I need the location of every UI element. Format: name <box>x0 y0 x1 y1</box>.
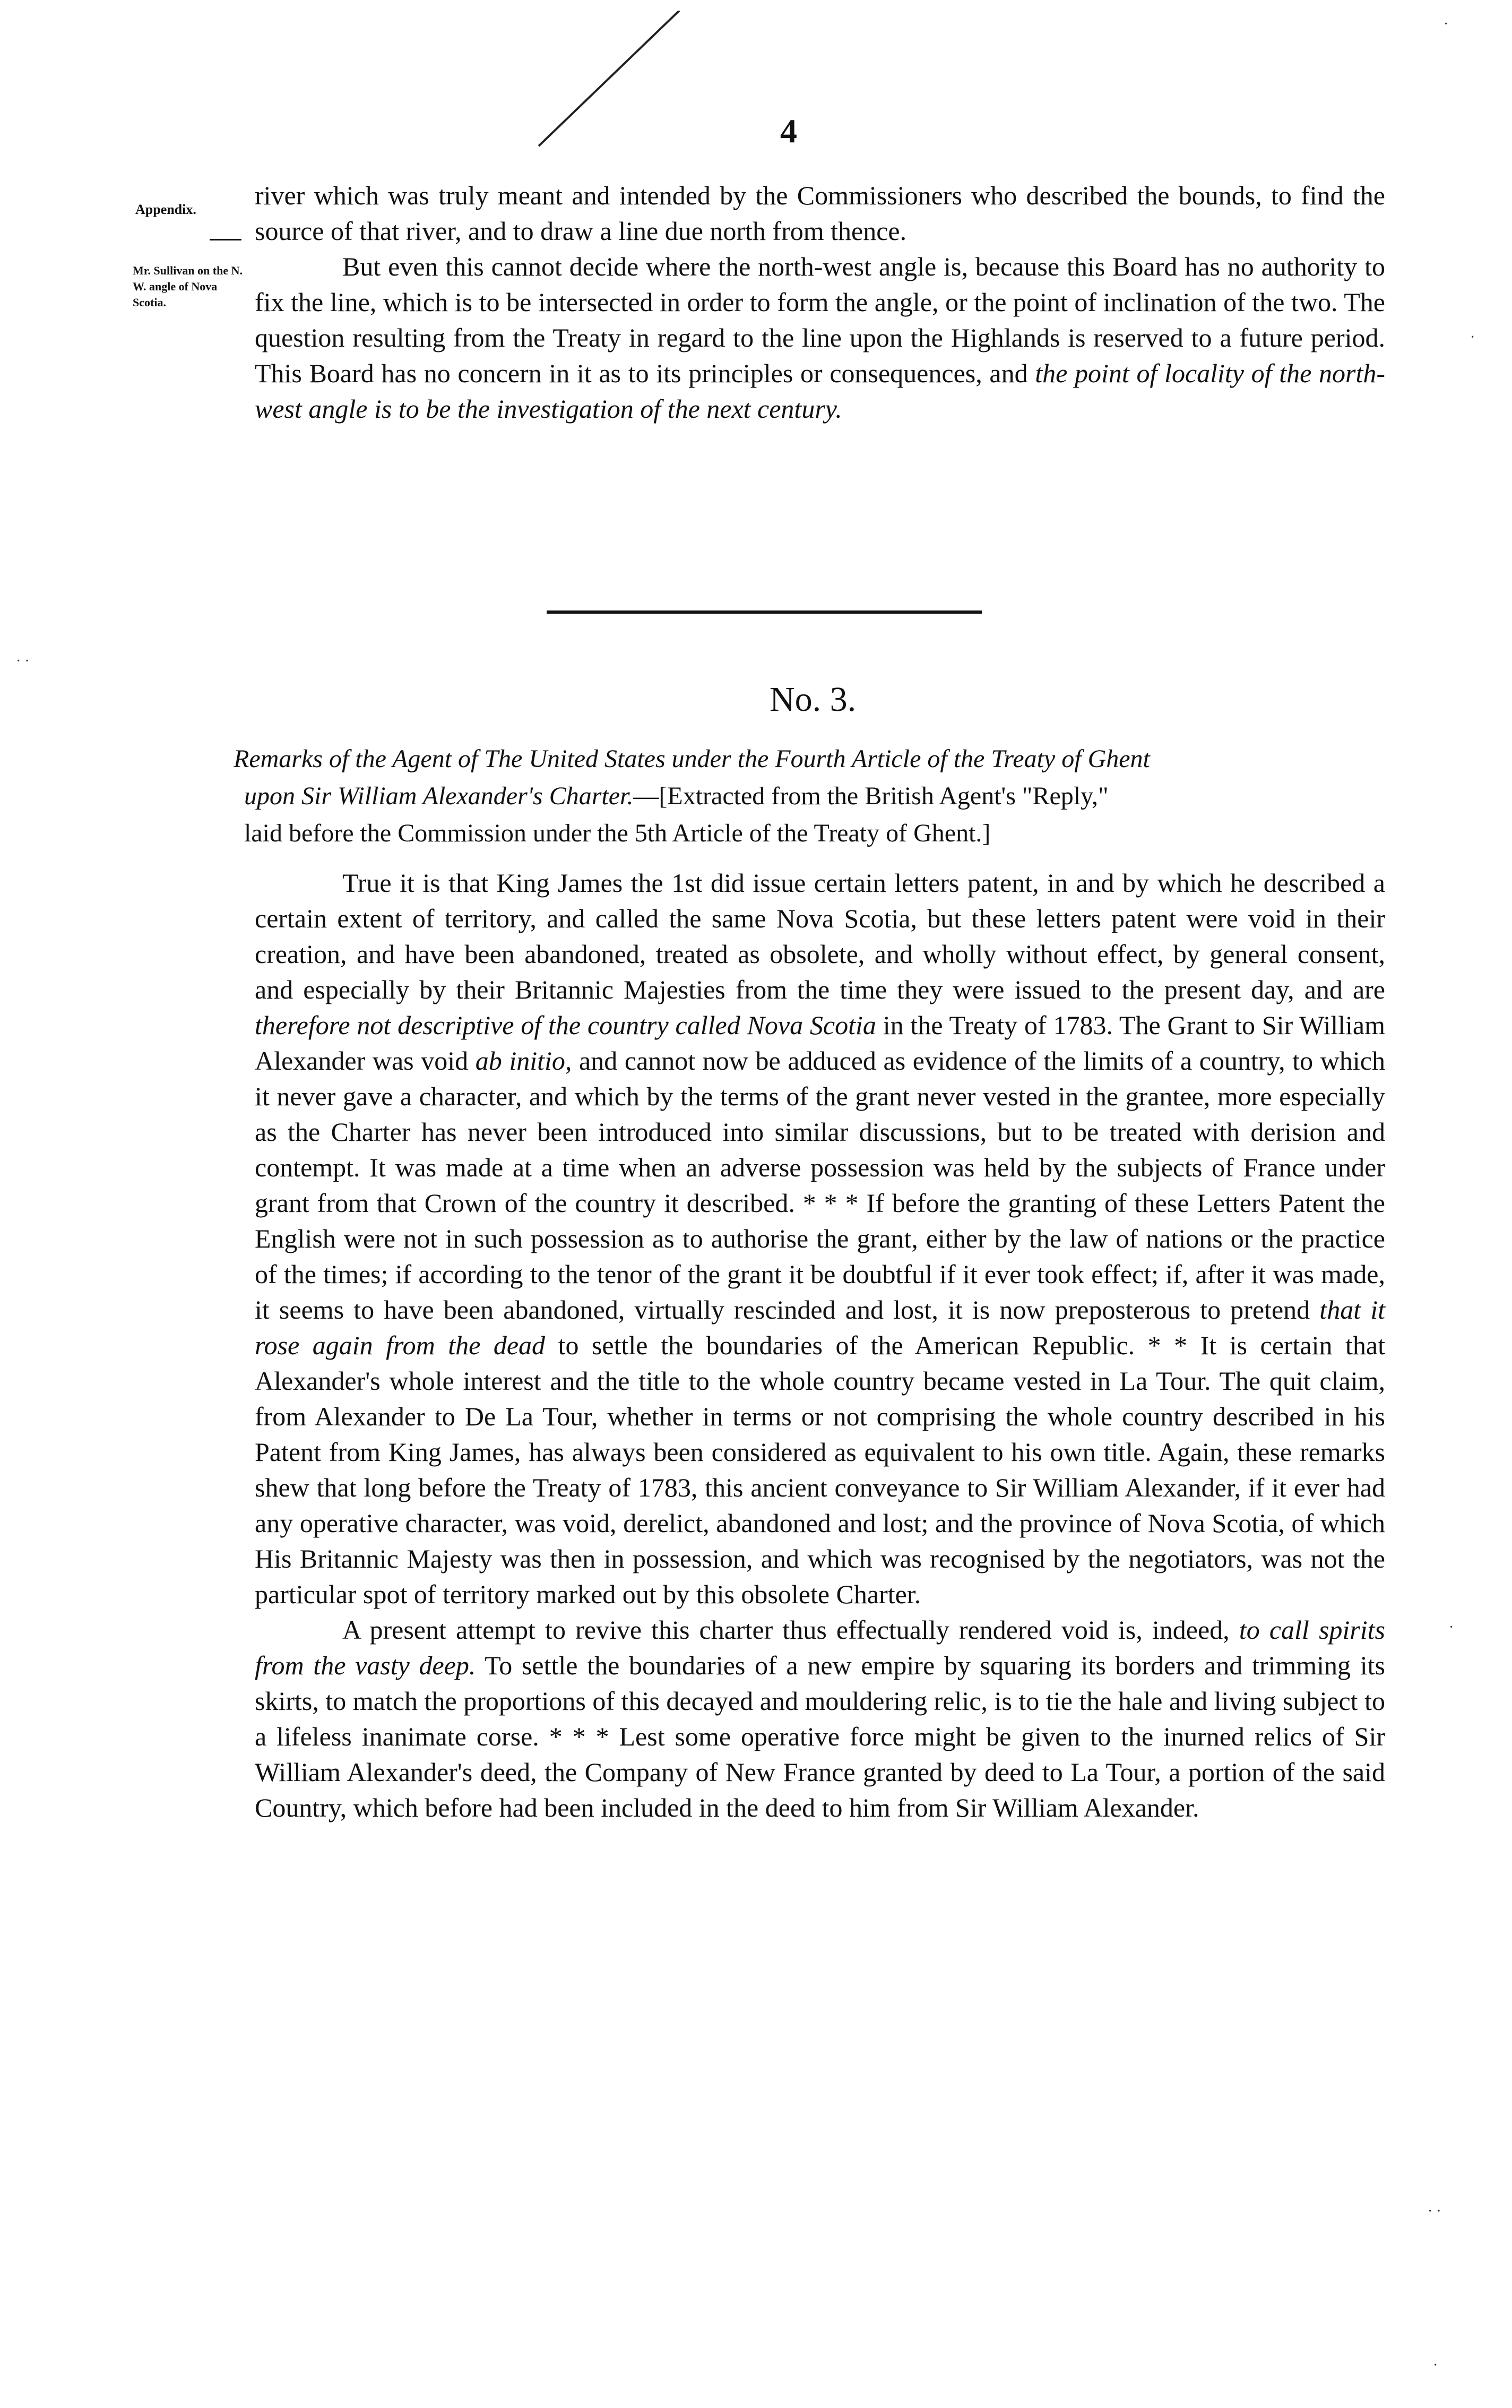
body-paragraph-1-text-a: True it is that King James the 1st did issue certain letters patent, in and by which he described a certain extent of territory, and called the same Nova Scotia, but these letters patent were void in their creation, and have been abandoned, treated as obsolete, and wholly without effect, by general consent, and especially by their Britannic Majesties from the time they were issued to the present day, and are <box>255 868 1385 1004</box>
body-text <box>255 865 1385 1826</box>
top-text <box>255 178 1385 427</box>
margin-appendix-label: Appendix. <box>135 202 196 217</box>
body-paragraph-1-text-c: and cannot now be adduced as evidence of the limits of a country, to which it never gave a character, and which by the terms of the grant never vested in the grantee, more especially as the Charter has never been introduced into similar discussions, but to be treated with derision and contempt. It was made at a time when an adverse possession was held by the subjects of France under grant from that Crown of the country it described. * * * If before the granting of these Letters Patent the English were not in such possession as to authorise the grant, either by the law of nations or the practice of the times; if according to the tenor of the grant it be doubtful if it ever took effect; if, after it was made, it seems to have been abandoned, virtually rescinded and lost, it is now preposterous to pretend <box>255 1046 1385 1325</box>
section-divider <box>547 610 982 614</box>
remarks-title-line-2-roman: —[Extracted from the British Agent's "Reply," <box>633 782 1109 810</box>
top-paragraph-2 <box>255 249 1385 427</box>
scan-speck: · <box>1449 1619 1454 1636</box>
margin-rule <box>210 239 241 240</box>
body-paragraph-2-text-b: To settle the boundaries of a new empire by squaring its borders and trimming its skirts, to match the proportions of this decayed and mouldering relic, is to tie the hale and living subject to a lifeless inanimate corse. * * * Lest some operative force might be given to the inurned relics of Sir William Alexander's deed, the Company of New France granted by deed to La Tour, a portion of the said Country, which before had been included in the deed to him from Sir William Alexander. <box>255 1650 1385 1822</box>
body-paragraph-1 <box>255 865 1385 1612</box>
body-paragraph-1-italic-3: that it rose again from the dead <box>255 1295 1385 1360</box>
body-paragraph-2-italic: to call spirits from the vasty deep. <box>255 1615 1385 1680</box>
remarks-title-line-2-italic: upon Sir William Alexander's Charter. <box>244 782 634 810</box>
scan-speck: · <box>1470 329 1475 346</box>
body-paragraph-2-text-a: A present attempt to revive this charter thus effectually rendered void is, indeed, <box>342 1615 1239 1645</box>
top-paragraph-2-italic: the point of locality of the north-west angle is to be the investigation of the next century. <box>255 358 1386 424</box>
remarks-title-line-3: laid before the Commission under the 5th Article of the Treaty of Ghent.] <box>244 819 991 847</box>
body-paragraph-1-text-d: to settle the boundaries of the American Republic. * * It is certain that Alexander's whole interest and the title to the whole country became vested in La Tour. The quit claim, from Alexander to De La Tour, whether in terms or not comprising the whole country described in his Patent from King James, has always been considered as equivalent to his own title. Again, these remarks shew that long before the Treaty of 1783, this ancient conveyance to Sir William Alexander, if it ever had any operative character, was void, derelict, abandoned and lost; and the province of Nova Scotia, of which His Britannic Majesty was then in possession, and which was recognised by the negotiators, was not the particular spot of territory marked out by this obsolete Charter. <box>255 1330 1385 1609</box>
body-paragraph-2 <box>255 1612 1385 1826</box>
remarks-title <box>234 741 1390 852</box>
remarks-title-line-2 <box>234 778 1390 815</box>
top-paragraph-1: river which was truly meant and intended by the Commissioners who described the bounds, to find the source of that river, and to draw a line due north from thence. <box>255 180 1385 246</box>
section-heading: No. 3. <box>770 680 857 719</box>
top-paragraph-2-text: But even this cannot decide where the north-west angle is, because this Board has no authority to fix the line, which is to be intersected in order to form the angle, or the point of inclination of the two. The question resulting from the Treaty in regard to the line upon the Highlands is reserved to a future period. This Board has no concern in it as to its principles or consequences, and <box>255 252 1385 388</box>
scan-stroke-mark <box>531 11 690 149</box>
scan-speck: · <box>1444 16 1449 32</box>
page-number: 4 <box>780 112 797 150</box>
body-paragraph-1-italic-1: therefore not descriptive of the country called Nova Scotia <box>255 1010 876 1040</box>
body-paragraph-1-italic-2: ab initio, <box>475 1046 572 1076</box>
scan-speck: · <box>1433 2357 1438 2373</box>
scan-speck: · · <box>1428 2203 1441 2220</box>
margin-note: Mr. Sullivan on the N. W. angle of Nova Scotia. <box>133 264 243 309</box>
body-paragraph-1-text-b: in the Treaty of 1783. The Grant to Sir William Alexander was void <box>255 1010 1385 1076</box>
scan-speck: · · <box>16 653 30 669</box>
remarks-title-line-1: Remarks of the Agent of The United States under the Fourth Article of the Treaty of Ghent <box>234 745 1150 773</box>
